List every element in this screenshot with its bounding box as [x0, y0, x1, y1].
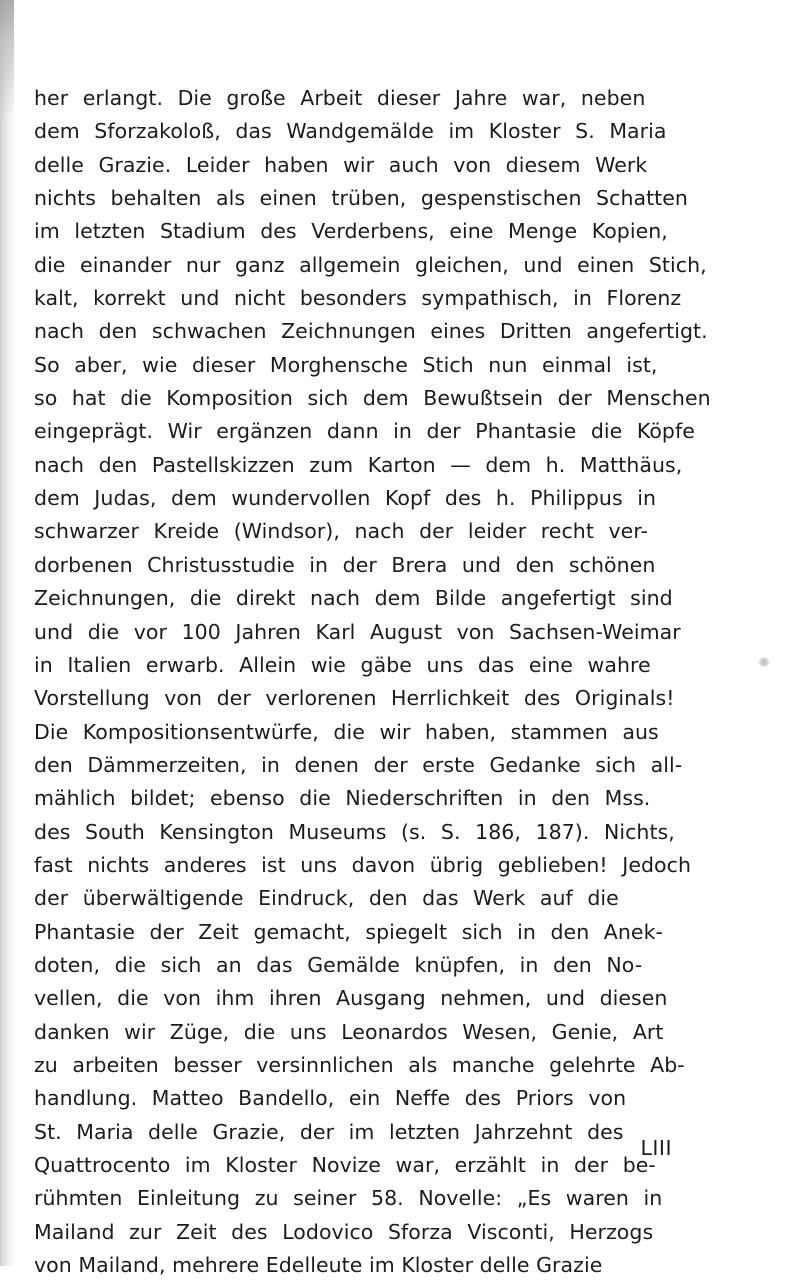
text-line: fast nichts anderes ist uns davon übrig geblieben! Jedoch — [34, 852, 692, 877]
text-line: Zeichnungen, die direkt nach dem Bilde angefertigt sind — [34, 586, 673, 611]
page-gutter-edge — [0, 0, 16, 1266]
page-number: LIII — [640, 1136, 672, 1160]
text-line: so hat die Komposition sich dem Bewußtsein der Menschen — [34, 386, 711, 411]
page-gutter-shadow — [0, 0, 14, 120]
text-line: Mailand zur Zeit des Lodovico Sforza Visconti, Herzogs — [34, 1219, 654, 1244]
text-line: handlung. Matteo Bandello, ein Neffe des Priors von — [34, 1086, 627, 1111]
text-line: die einander nur ganz allgemein gleichen, und einen Stich, — [34, 252, 707, 277]
text-line: So aber, wie dieser Morghensche Stich nun einmal ist, — [34, 352, 658, 377]
text-line: und die vor 100 Jahren Karl August von Sachsen-Weimar — [34, 619, 681, 644]
text-line: vellen, die von ihm ihren Ausgang nehmen, und diesen — [34, 986, 668, 1011]
text-line: im letzten Stadium des Verderbens, eine Menge Kopien, — [34, 219, 668, 244]
text-line: kalt, korrekt und nicht besonders sympathisch, in Florenz — [34, 286, 682, 311]
text-line: St. Maria delle Grazie, der im letzten Jahrzehnt des — [34, 1119, 624, 1144]
text-line: der überwältigende Eindruck, den das Werk auf die — [34, 886, 619, 911]
text-line: Quattrocento im Kloster Novize war, erzählt in der be- — [34, 1153, 656, 1177]
text-line: von Mailand, mehrere Edelleute im Kloster delle Grazie — [34, 1253, 603, 1278]
text-line: in Italien erwarb. Allein wie gäbe uns das eine wahre — [34, 652, 651, 677]
text-line: nach den Pastellskizzen zum Karton — dem h. Matthäus, — [34, 452, 683, 477]
text-line: des South Kensington Museums (s. S. 186, 187). Nichts, — [34, 819, 675, 844]
text-line: nach den schwachen Zeichnungen eines Dritten angefertigt. — [34, 319, 708, 344]
text-line: dem Sforzakoloß, das Wandgemälde im Kloster S. Maria — [34, 119, 667, 144]
text-line: dorbenen Christusstudie in der Brera und den schönen — [34, 552, 656, 577]
body-text — [34, 82, 784, 1282]
text-line: her erlangt. Die große Arbeit dieser Jahre war, neben — [34, 86, 646, 110]
text-line: Vorstellung von der verlorenen Herrlichkeit des Originals! — [34, 686, 675, 711]
text-line: danken wir Züge, die uns Leonardos Wesen, Genie, Art — [34, 1019, 664, 1044]
text-line: eingeprägt. Wir ergänzen dann in der Phantasie die Köpfe — [34, 419, 695, 444]
text-line: mählich bildet; ebenso die Niederschriften in den Mss. — [34, 786, 651, 811]
text-line: Die Kompositionsentwürfe, die wir haben, stammen aus — [34, 719, 659, 744]
text-line: doten, die sich an das Gemälde knüpfen, in den No- — [34, 952, 643, 977]
text-line: zu arbeiten besser versinnlichen als manche gelehrte Ab- — [34, 1052, 685, 1077]
text-line: nichts behalten als einen trüben, gespenstischen Schatten — [34, 186, 688, 211]
text-line: delle Grazie. Leider haben wir auch von diesem Werk — [34, 152, 648, 177]
text-line: schwarzer Kreide (Windsor), nach der leider recht ver- — [34, 519, 648, 544]
text-line: Phantasie der Zeit gemacht, spiegelt sich in den Anek- — [34, 919, 663, 944]
text-line: den Dämmerzeiten, in denen der erste Gedanke sich all- — [34, 752, 683, 777]
text-line: rühmten Einleitung zu seiner 58. Novelle: „Es waren in — [34, 1186, 663, 1211]
text-line: dem Judas, dem wundervollen Kopf des h. Philippus in — [34, 486, 657, 511]
